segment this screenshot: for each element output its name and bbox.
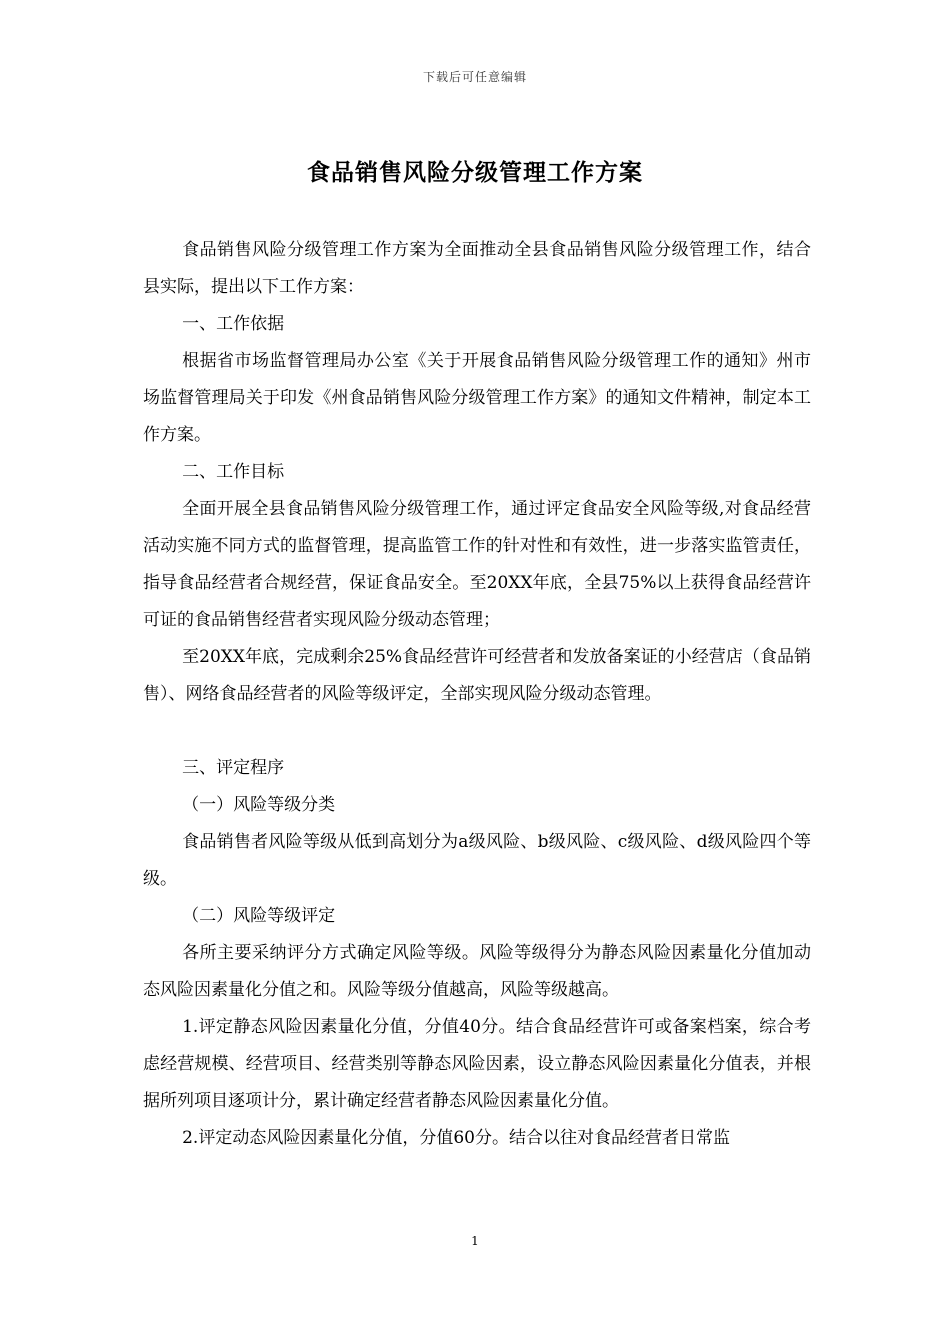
section-heading-basis: 一、工作依据 [182,314,285,334]
paragraph-static-score: 1.评定静态风险因素量化分值，分值40分。结合食品经营许可或备案档案，综合考虑经营规模、经营项目、经营类别等静态风险因素，设立静态风险因素量化分值表，并根据所列项目逐项计分，累计确定经营者静态风险因素量化分值。 [143,1017,811,1111]
page-number: 1 [471,1234,479,1248]
paragraph-assessment: 各所主要采纳评分方式确定风险等级。风险等级得分为静态风险因素量化分值加动态风险因素量化分值之和。风险等级分值越高，风险等级越高。 [143,943,811,1000]
subsection-heading-assessment: （二）风险等级评定 [182,906,336,926]
paragraph-goals: 全面开展全县食品销售风险分级管理工作，通过评定食品安全风险等级,对食品经营活动实施不同方式的监督管理，提高监管工作的针对性和有效性，进一步落实监管责任，指导食品经营者合规经营，保证食品安全。至20XX年底，全县75%以上获得食品经营许可证的食品销售经营者实现风险分级动态管理； [143,499,811,630]
section-heading-goals: 二、工作目标 [182,462,285,482]
paragraph-intro: 食品销售风险分级管理工作方案为全面推动全县食品销售风险分级管理工作，结合县实际，提出以下工作方案： [143,240,811,297]
section-heading-procedure: 三、评定程序 [182,758,285,778]
paragraph-basis: 根据省市场监督管理局办公室《关于开展食品销售风险分级管理工作的通知》州市场监督管理局关于印发《州食品销售风险分级管理工作方案》的通知文件精神，制定本工作方案。 [143,351,811,445]
paragraph-classification: 食品销售者风险等级从低到高划分为a级风险、b级风险、c级风险、d级风险四个等级。 [143,832,811,889]
document-body [143,232,811,1157]
document-title: 食品销售风险分级管理工作方案 [307,159,643,186]
subsection-heading-classification: （一）风险等级分类 [182,795,336,815]
header-note: 下载后可任意编辑 [422,70,527,84]
paragraph-goals-2: 至20XX年底，完成剩余25%食品经营许可经营者和发放备案证的小经营店（食品销售）、网络食品经营者的风险等级评定，全部实现风险分级动态管理。 [143,647,811,704]
paragraph-dynamic-score: 2.评定动态风险因素量化分值，分值60分。结合以往对食品经营者日常监 [182,1128,730,1148]
